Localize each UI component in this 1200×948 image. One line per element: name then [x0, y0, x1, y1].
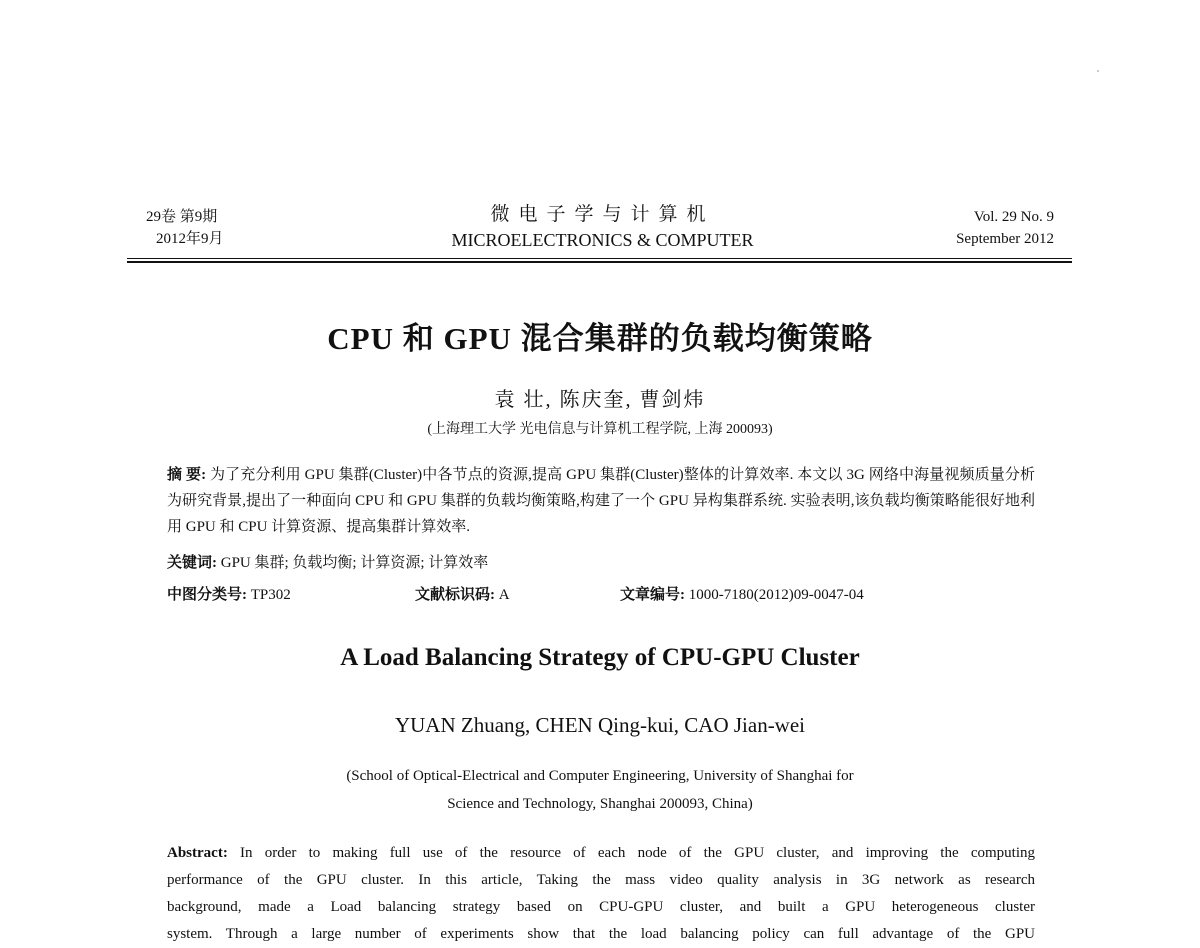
document-code-label: 文献标识码: — [415, 587, 495, 603]
article-number-value: 1000-7180(2012)09-0047-04 — [688, 587, 864, 603]
keywords-cn — [167, 551, 488, 572]
affiliation-cn: (上海理工大学 光电信息与计算机工程学院, 上海 200093) — [427, 422, 773, 437]
keywords-cn-label: 关键词: — [167, 555, 217, 571]
keywords-cn-text: GPU 集群; 负载均衡; 计算资源; 计算效率 — [220, 555, 489, 571]
abstract-en-line: background, made a Load balancing strategy based on CPU-GPU cluster, and built a GPU heterogeneous cluster — [167, 899, 1035, 915]
journal-name-en: MICROELECTRONICS & COMPUTER — [451, 230, 754, 250]
article-number-label: 文章编号: — [620, 587, 685, 603]
authors-cn: 袁 壮, 陈庆奎, 曹剑炜 — [494, 389, 706, 411]
affiliation-en-line: Science and Technology, Shanghai 200093, China) — [447, 796, 753, 812]
abstract-en-label: Abstract: — [167, 845, 228, 861]
abstract-cn-label: 摘 要: — [167, 467, 207, 483]
paper-title-cn: CPU 和 GPU 混合集群的负载均衡策略 — [327, 321, 873, 356]
document-code — [415, 583, 510, 604]
abstract-cn — [167, 462, 1035, 540]
abstract-en — [167, 840, 1035, 948]
clc-label: 中图分类号: — [167, 587, 247, 603]
document-code-value: A — [498, 587, 510, 603]
scan-speck — [1097, 70, 1099, 72]
authors-en: YUAN Zhuang, CHEN Qing-kui, CAO Jian-wei — [394, 713, 806, 737]
abstract-cn-text: 为了充分利用 GPU 集群(Cluster)中各节点的资源,提高 GPU 集群(Cluster)整体的计算效率. 本文以 3G 网络中海量视频质量分析为研究背景,提出了一种面向 CPU 和 GPU 集群的负载均衡策略,构建了一个 GPU 异构集群系统. 实验表明,该负载均衡策略能很好地利用 GPU 和 CPU 计算资源、提高集群计算效率. — [167, 467, 1036, 535]
article-number — [620, 583, 864, 604]
volume-issue-cn: 29卷 第9期 — [146, 209, 218, 225]
header-left — [146, 206, 224, 250]
affiliation-en — [0, 762, 1200, 818]
date-en: September 2012 — [956, 231, 1054, 247]
paper-title-en: A Load Balancing Strategy of CPU-GPU Cluster — [340, 644, 860, 671]
affiliation-en-line: (School of Optical-Electrical and Computer Engineering, University of Shanghai for — [346, 768, 854, 784]
abstract-en-text: In order to making full use of the resource of each node of the GPU cluster, and improving the computing — [240, 845, 1036, 861]
volume-issue-en: Vol. 29 No. 9 — [973, 209, 1054, 225]
abstract-en-line — [167, 840, 1035, 867]
clc-value: TP302 — [250, 587, 291, 603]
abstract-en-line: performance of the GPU cluster. In this article, Taking the mass video quality analysis in 3G network as research — [167, 872, 1035, 888]
header-rule-thin — [127, 258, 1072, 259]
abstract-en-line: system. Through a large number of experiments show that the load balancing policy can full advantage of the GPU — [167, 926, 1035, 942]
journal-name — [380, 202, 825, 252]
date-cn: 2012年9月 — [156, 231, 224, 247]
header-rule-thick — [127, 261, 1072, 263]
header-right — [956, 206, 1054, 250]
journal-name-cn: 微电子学与计算机 — [490, 204, 715, 225]
clc-number — [167, 583, 291, 604]
